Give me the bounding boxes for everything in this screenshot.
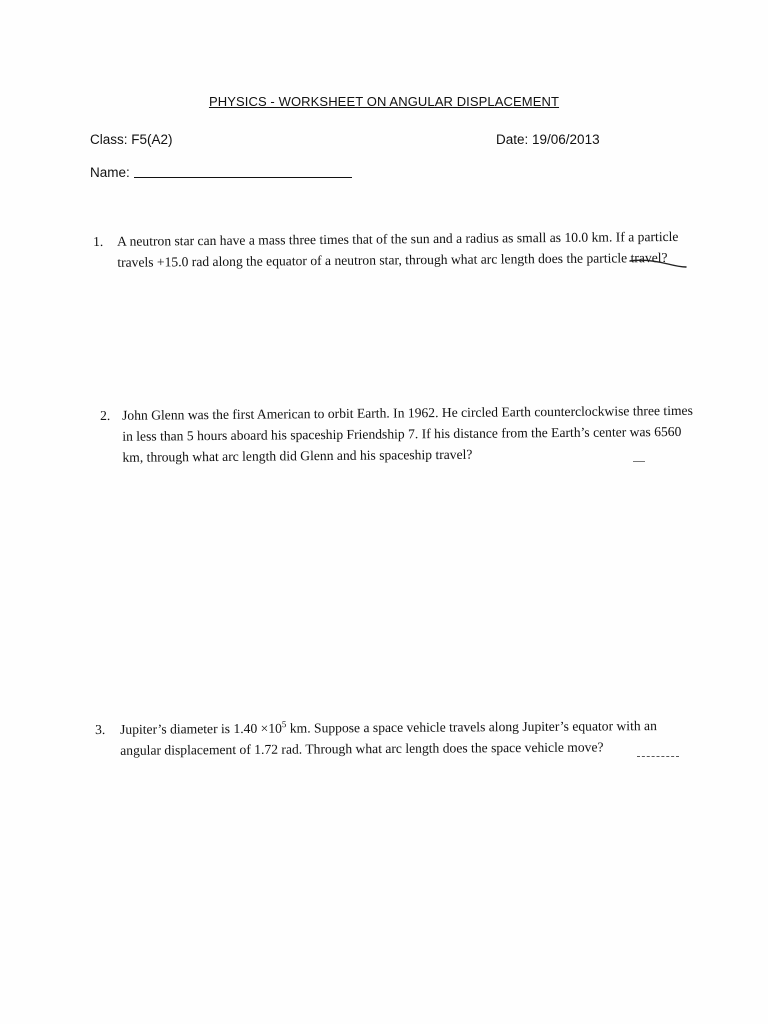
question-3-line-1-prefix: Jupiter’s diameter is 1.40 ×10 [120, 720, 282, 737]
question-3-exponent: 5 [281, 719, 287, 730]
question-3-line-2: angular displacement of 1.72 rad. Through what arc length does the space vehicle move? [120, 739, 604, 758]
class-label: Class: F5(A2) [90, 132, 173, 147]
question-2-line-1: John Glenn was the first American to orbit Earth. In 1962. He circled Earth counterclockwise three times [122, 402, 693, 423]
question-2-line-2: in less than 5 hours aboard his spaceship Friendship 7. If his distance from the Earth’s center was 6560 [122, 423, 682, 444]
question-1-line-2: travels +15.0 rad along the equator of a neutron star, through what arc length does the particle travel? [117, 249, 668, 270]
question-1-line-1: A neutron star can have a mass three times that of the sun and a radius as small as 10.0 km. If a particle [117, 228, 679, 249]
worksheet-title: PHYSICS - WORKSHEET ON ANGULAR DISPLACEMENT [208, 94, 560, 109]
question-3-number: 3. [95, 721, 106, 737]
scan-mark [637, 756, 679, 757]
question-2-line-3: km, through what arc length did Glenn and his spaceship travel? [122, 446, 473, 465]
question-3-line-1-suffix: km. Suppose a space vehicle travels along Jupiter’s equator with an [286, 718, 657, 736]
name-label: Name: [90, 165, 130, 180]
date-label: Date: 19/06/2013 [496, 132, 600, 147]
question-1-number: 1. [93, 233, 104, 249]
name-blank-line [134, 177, 352, 178]
question-2 [100, 400, 701, 471]
question-2-number: 2. [100, 407, 111, 423]
pen-stroke-mark [628, 255, 688, 271]
scan-mark [633, 461, 645, 462]
question-1 [93, 226, 693, 277]
question-3 [95, 715, 695, 765]
